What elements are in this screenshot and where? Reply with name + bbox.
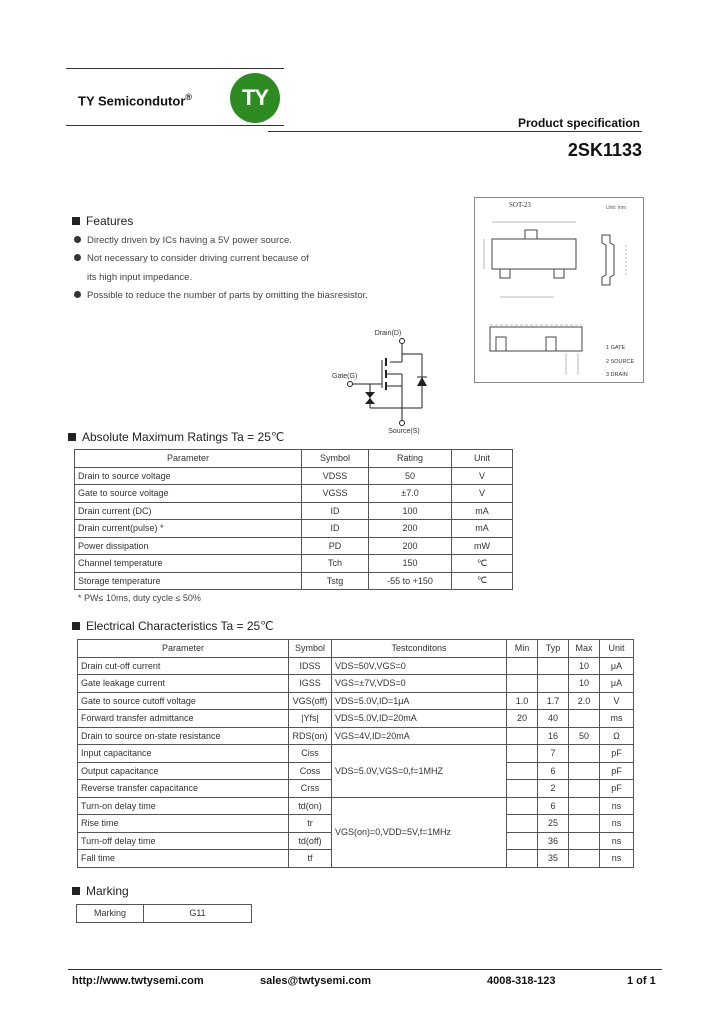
table-cell: IGSS	[289, 675, 332, 693]
table-cell: 35	[538, 850, 569, 868]
feature-item: Directly driven by ICs having a 5V power source.	[74, 235, 292, 246]
section-square-icon	[68, 433, 76, 441]
table-row	[78, 710, 634, 728]
table-row	[78, 745, 634, 763]
table-cell: μA	[600, 657, 634, 675]
table-cell: 2	[538, 780, 569, 798]
table-cell: 6	[538, 797, 569, 815]
table-cell	[569, 797, 600, 815]
col-parameter: Parameter	[78, 640, 289, 658]
table-cell: Storage temperature	[75, 572, 302, 590]
table-cell: 25	[538, 815, 569, 833]
table-cell: Drain cut-off current	[78, 657, 289, 675]
table-cell: -55 to +150	[369, 572, 452, 590]
col-unit: Unit	[600, 640, 634, 658]
table-cell: ns	[600, 832, 634, 850]
table-cell: td(off)	[289, 832, 332, 850]
table-cell: ID	[302, 520, 369, 538]
feature-item: Possible to reduce the number of parts by omitting the biasresistor.	[74, 290, 368, 301]
table-cell: 6	[538, 762, 569, 780]
table-cell: tf	[289, 850, 332, 868]
table-cell: Ciss	[289, 745, 332, 763]
col-max: Max	[569, 640, 600, 658]
table-cell: 10	[569, 675, 600, 693]
table-cell: ℃	[452, 555, 513, 573]
col-parameter: Parameter	[75, 450, 302, 468]
table-row	[75, 520, 513, 538]
pin-label: 3 DRAIN	[606, 372, 628, 378]
section-square-icon	[72, 622, 80, 630]
part-number: 2SK1133	[567, 140, 642, 160]
table-cell: mW	[452, 537, 513, 555]
table-row	[78, 692, 634, 710]
marking-title: Marking	[72, 884, 129, 898]
table-cell	[507, 832, 538, 850]
table-cell: μA	[600, 675, 634, 693]
marking-label: Marking	[77, 905, 144, 923]
bullet-icon	[74, 236, 81, 243]
table-cell: VGS=±7V,VDS=0	[332, 675, 507, 693]
product-specification: Product specification	[517, 116, 640, 130]
col-symbol: Symbol	[289, 640, 332, 658]
table-cell: Forward transfer admittance	[78, 710, 289, 728]
table-cell: 7	[538, 745, 569, 763]
table-cell	[569, 780, 600, 798]
package-unit: Unit: mm	[606, 205, 626, 211]
table-cell: Rise time	[78, 815, 289, 833]
table-cell: |Yfs|	[289, 710, 332, 728]
table-cell: VDSS	[302, 467, 369, 485]
footer-page-number: 1 of 1	[627, 975, 656, 987]
table-cell	[507, 762, 538, 780]
table-cell: Coss	[289, 762, 332, 780]
pin-label: 1 GATE	[606, 345, 626, 351]
source-label: Source(S)	[388, 428, 420, 435]
table-cell: 50	[369, 467, 452, 485]
table-cell	[507, 797, 538, 815]
table-cell: VGS(off)	[289, 692, 332, 710]
table-cell	[569, 850, 600, 868]
header-top-rule	[66, 68, 284, 69]
table-row	[78, 657, 634, 675]
table-row	[75, 485, 513, 503]
spec-rule	[268, 131, 642, 132]
section-square-icon	[72, 887, 80, 895]
col-typ: Typ	[538, 640, 569, 658]
table-cell	[569, 832, 600, 850]
package-drawing	[474, 197, 644, 383]
header-bottom-rule	[66, 125, 284, 126]
table-cell	[507, 657, 538, 675]
table-cell: Output capacitance	[78, 762, 289, 780]
table-cell	[538, 657, 569, 675]
footer-phone: 4008-318-123	[487, 975, 556, 987]
table-cell: Drain to source on-state resistance	[78, 727, 289, 745]
table-row	[75, 572, 513, 590]
table-cell: 100	[369, 502, 452, 520]
table-cell: ns	[600, 815, 634, 833]
table-cell: ℃	[452, 572, 513, 590]
table-cell: Input capacitance	[78, 745, 289, 763]
table-cell: tr	[289, 815, 332, 833]
table-cell: Reverse transfer capacitance	[78, 780, 289, 798]
drain-label: Drain(D)	[374, 330, 402, 337]
gate-label: Gate(G)	[332, 373, 358, 380]
table-row	[75, 555, 513, 573]
table-cell: Crss	[289, 780, 332, 798]
table-cell: 10	[569, 657, 600, 675]
table-cell: Drain current (DC)	[75, 502, 302, 520]
table-header-row	[75, 450, 513, 468]
table-cell: 20	[507, 710, 538, 728]
feature-item-continuation: its high input impedance.	[87, 272, 193, 283]
table-cell: Tstg	[302, 572, 369, 590]
table-cell: Channel temperature	[75, 555, 302, 573]
col-rating: Rating	[369, 450, 452, 468]
table-row	[77, 905, 252, 923]
abs-max-title: Absolute Maximum Ratings Ta = 25℃	[68, 430, 284, 444]
table-cell: 200	[369, 520, 452, 538]
table-cell: mA	[452, 520, 513, 538]
table-cell: 2.0	[569, 692, 600, 710]
table-cell	[507, 745, 538, 763]
table-cell	[507, 675, 538, 693]
col-min: Min	[507, 640, 538, 658]
package-name: SOT-23	[509, 201, 531, 209]
marking-value: G11	[144, 905, 252, 923]
table-cell: ID	[302, 502, 369, 520]
ty-logo: TY	[230, 73, 280, 123]
footer-website[interactable]: http://www.twtysemi.com	[72, 975, 204, 987]
table-cell: Tch	[302, 555, 369, 573]
table-cell	[569, 745, 600, 763]
table-cell: V	[452, 467, 513, 485]
brand-name: TY Semicondutor®	[78, 92, 193, 109]
table-cell	[569, 762, 600, 780]
footer-email[interactable]: sales@twtysemi.com	[260, 975, 371, 987]
table-cell: 200	[369, 537, 452, 555]
table-cell	[507, 780, 538, 798]
table-cell	[569, 815, 600, 833]
abs-max-note: * PW≤ 10ms, duty cycle ≤ 50%	[78, 593, 201, 603]
table-row	[78, 675, 634, 693]
table-row	[78, 797, 634, 815]
table-row	[75, 502, 513, 520]
table-cell: ±7.0	[369, 485, 452, 503]
table-cell: V	[600, 692, 634, 710]
table-cell: pF	[600, 745, 634, 763]
section-square-icon	[72, 217, 80, 225]
table-cell: 150	[369, 555, 452, 573]
table-cell: Drain to source voltage	[75, 467, 302, 485]
table-cell	[538, 675, 569, 693]
table-cell: VDS=50V,VGS=0	[332, 657, 507, 675]
mosfet-symbol-icon	[330, 326, 440, 438]
col-symbol: Symbol	[302, 450, 369, 468]
feature-item: Not necessary to consider driving current because of	[74, 253, 309, 264]
table-cell: RDS(on)	[289, 727, 332, 745]
col-unit: Unit	[452, 450, 513, 468]
mosfet-schematic	[330, 326, 440, 438]
table-header-row	[78, 640, 634, 658]
pin-label: 2 SOURCE	[606, 359, 635, 365]
table-cell: 16	[538, 727, 569, 745]
table-cell: Ω	[600, 727, 634, 745]
table-cell: 40	[538, 710, 569, 728]
table-cell: VDS=5.0V,ID=20mA	[332, 710, 507, 728]
table-cell	[507, 850, 538, 868]
table-row	[75, 467, 513, 485]
table-cell	[507, 727, 538, 745]
table-cell: ns	[600, 797, 634, 815]
table-cell: Turn-off delay time	[78, 832, 289, 850]
table-row	[75, 537, 513, 555]
table-cell: Fall time	[78, 850, 289, 868]
table-cell: Gate leakage current	[78, 675, 289, 693]
merged-cap-condition: VDS=5.0V,VGS=0,f=1MHZ	[332, 745, 507, 798]
merged-switch-condition: VGS(on)=0,VDD=5V,f=1MHz	[332, 797, 507, 867]
table-cell: 1.7	[538, 692, 569, 710]
table-cell: IDSS	[289, 657, 332, 675]
table-cell: VDS=5.0V,ID=1μA	[332, 692, 507, 710]
table-cell: Power dissipation	[75, 537, 302, 555]
table-cell	[569, 710, 600, 728]
abs-max-table	[74, 449, 513, 590]
table-cell: PD	[302, 537, 369, 555]
table-cell: Turn-on delay time	[78, 797, 289, 815]
table-cell	[507, 815, 538, 833]
table-cell: 1.0	[507, 692, 538, 710]
marking-table	[76, 904, 252, 923]
table-row	[78, 727, 634, 745]
bullet-icon	[74, 254, 81, 261]
table-cell: ms	[600, 710, 634, 728]
table-cell: Gate to source voltage	[75, 485, 302, 503]
table-cell: mA	[452, 502, 513, 520]
table-cell: VGSS	[302, 485, 369, 503]
footer-rule	[68, 969, 662, 970]
table-cell: 36	[538, 832, 569, 850]
table-cell: td(on)	[289, 797, 332, 815]
table-cell: pF	[600, 762, 634, 780]
sot23-outline-icon	[474, 197, 644, 383]
bullet-icon	[74, 291, 81, 298]
table-cell: 50	[569, 727, 600, 745]
electrical-title: Electrical Characteristics Ta = 25℃	[72, 619, 274, 633]
table-cell: ns	[600, 850, 634, 868]
electrical-table	[77, 639, 634, 868]
table-cell: V	[452, 485, 513, 503]
table-cell: Drain current(pulse) *	[75, 520, 302, 538]
col-conditions: Testconditons	[332, 640, 507, 658]
table-cell: pF	[600, 780, 634, 798]
table-cell: Gate to source cutoff voltage	[78, 692, 289, 710]
table-cell: VGS=4V,ID=20mA	[332, 727, 507, 745]
features-title: Features	[72, 214, 133, 228]
